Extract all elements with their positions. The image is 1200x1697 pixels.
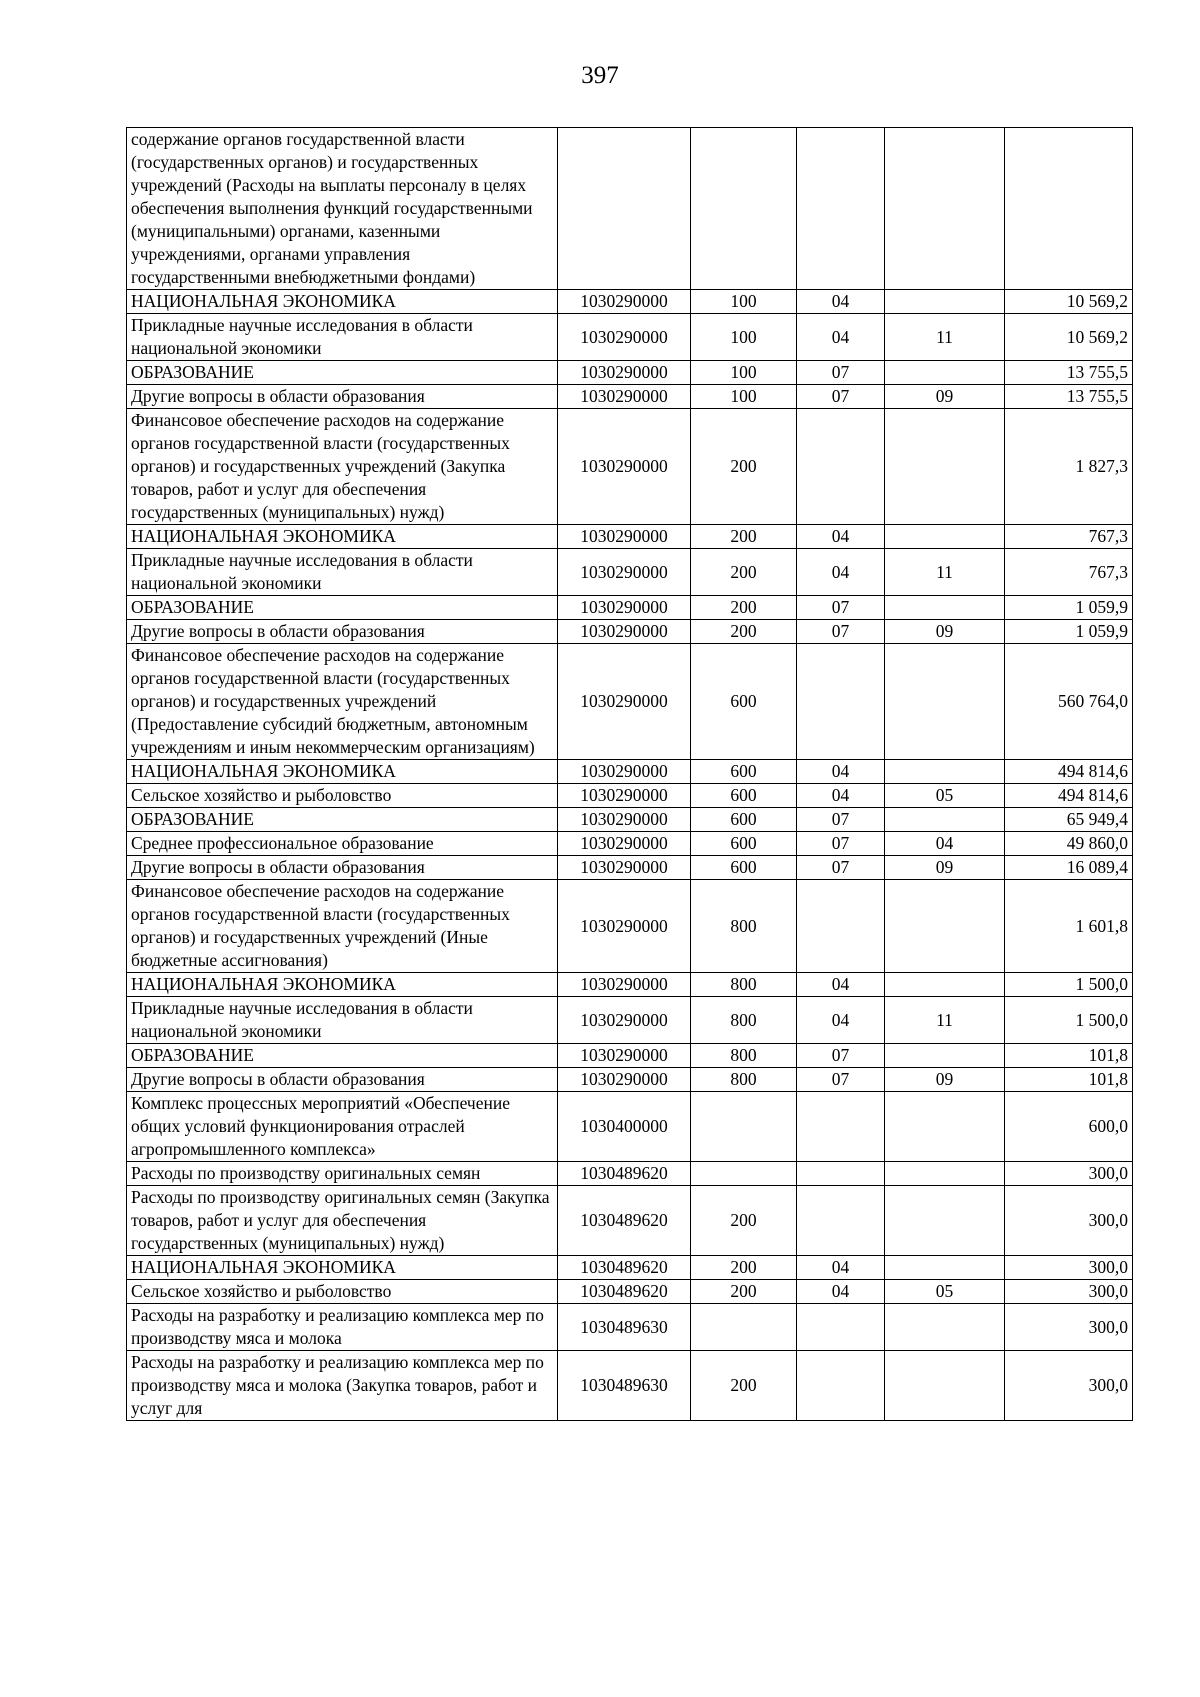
row-section-cell: 04 <box>797 525 885 549</box>
row-section-cell: 04 <box>797 784 885 808</box>
table-row <box>127 620 1133 644</box>
row-name-cell: ОБРАЗОВАНИЕ <box>127 596 558 620</box>
table-row <box>127 973 1133 997</box>
row-subsection-cell <box>885 1351 1005 1421</box>
row-name-cell: НАЦИОНАЛЬНАЯ ЭКОНОМИКА <box>127 973 558 997</box>
table-row <box>127 644 1133 760</box>
row-code-cell: 1030489630 <box>558 1351 691 1421</box>
row-name-cell: Сельское хозяйство и рыболовство <box>127 784 558 808</box>
row-expense-type-cell <box>691 128 797 290</box>
row-name-cell: НАЦИОНАЛЬНАЯ ЭКОНОМИКА <box>127 525 558 549</box>
row-subsection-cell <box>885 760 1005 784</box>
row-code-cell: 1030290000 <box>558 644 691 760</box>
row-subsection-cell <box>885 1256 1005 1280</box>
table-row <box>127 1044 1133 1068</box>
row-expense-type-cell: 600 <box>691 644 797 760</box>
row-section-cell <box>797 1186 885 1256</box>
row-section-cell <box>797 880 885 973</box>
table-row <box>127 880 1133 973</box>
row-expense-type-cell: 100 <box>691 314 797 361</box>
row-expense-type-cell: 800 <box>691 1044 797 1068</box>
row-section-cell: 04 <box>797 760 885 784</box>
row-amount-cell: 767,3 <box>1005 525 1133 549</box>
row-amount-cell: 10 569,2 <box>1005 314 1133 361</box>
row-section-cell <box>797 1162 885 1186</box>
row-section-cell: 07 <box>797 832 885 856</box>
budget-table-body <box>127 128 1133 1421</box>
row-subsection-cell <box>885 1162 1005 1186</box>
row-code-cell: 1030290000 <box>558 784 691 808</box>
row-expense-type-cell: 100 <box>691 361 797 385</box>
page-number: 397 <box>581 62 619 89</box>
table-row <box>127 596 1133 620</box>
row-code-cell: 1030290000 <box>558 385 691 409</box>
row-subsection-cell: 11 <box>885 314 1005 361</box>
table-row <box>127 1304 1133 1351</box>
row-section-cell: 04 <box>797 1256 885 1280</box>
table-row <box>127 808 1133 832</box>
row-section-cell: 04 <box>797 1280 885 1304</box>
row-section-cell: 07 <box>797 620 885 644</box>
row-subsection-cell <box>885 1304 1005 1351</box>
row-subsection-cell <box>885 596 1005 620</box>
row-expense-type-cell <box>691 1092 797 1162</box>
row-expense-type-cell: 200 <box>691 596 797 620</box>
table-row <box>127 1186 1133 1256</box>
row-name-cell: ОБРАЗОВАНИЕ <box>127 361 558 385</box>
row-subsection-cell <box>885 361 1005 385</box>
row-name-cell: Расходы на разработку и реализацию комплекса мер по производству мяса и молока (Закупка товаров, работ и услуг для <box>127 1351 558 1421</box>
row-amount-cell: 1 500,0 <box>1005 997 1133 1044</box>
row-amount-cell: 1 059,9 <box>1005 596 1133 620</box>
row-code-cell: 1030290000 <box>558 760 691 784</box>
table-row <box>127 290 1133 314</box>
row-code-cell: 1030290000 <box>558 832 691 856</box>
row-subsection-cell <box>885 290 1005 314</box>
row-amount-cell: 494 814,6 <box>1005 760 1133 784</box>
row-subsection-cell: 09 <box>885 856 1005 880</box>
row-subsection-cell: 11 <box>885 549 1005 596</box>
row-section-cell: 04 <box>797 997 885 1044</box>
row-code-cell: 1030489620 <box>558 1280 691 1304</box>
row-section-cell: 07 <box>797 361 885 385</box>
row-subsection-cell: 09 <box>885 385 1005 409</box>
row-name-cell: Среднее профессиональное образование <box>127 832 558 856</box>
row-name-cell: Расходы по производству оригинальных семян (Закупка товаров, работ и услуг для обеспечения государственных (муниципальных) нужд) <box>127 1186 558 1256</box>
row-code-cell: 1030290000 <box>558 997 691 1044</box>
row-amount-cell: 767,3 <box>1005 549 1133 596</box>
row-code-cell: 1030489620 <box>558 1186 691 1256</box>
row-subsection-cell <box>885 1186 1005 1256</box>
row-code-cell: 1030290000 <box>558 596 691 620</box>
row-name-cell: Другие вопросы в области образования <box>127 620 558 644</box>
table-row <box>127 385 1133 409</box>
row-subsection-cell <box>885 1092 1005 1162</box>
row-section-cell: 07 <box>797 596 885 620</box>
row-expense-type-cell: 200 <box>691 549 797 596</box>
row-expense-type-cell: 200 <box>691 1256 797 1280</box>
row-name-cell: Прикладные научные исследования в области национальной экономики <box>127 314 558 361</box>
table-row <box>127 760 1133 784</box>
table-row <box>127 1068 1133 1092</box>
row-subsection-cell: 09 <box>885 1068 1005 1092</box>
row-subsection-cell: 05 <box>885 784 1005 808</box>
row-expense-type-cell: 100 <box>691 290 797 314</box>
row-amount-cell: 300,0 <box>1005 1280 1133 1304</box>
table-row <box>127 997 1133 1044</box>
table-row <box>127 409 1133 525</box>
row-subsection-cell <box>885 1044 1005 1068</box>
row-code-cell: 1030489620 <box>558 1256 691 1280</box>
row-code-cell: 1030290000 <box>558 808 691 832</box>
table-row <box>127 549 1133 596</box>
row-subsection-cell <box>885 644 1005 760</box>
row-name-cell: Комплекс процессных мероприятий «Обеспечение общих условий функционирования отраслей агропромышленного комплекса» <box>127 1092 558 1162</box>
row-name-cell: Расходы на разработку и реализацию комплекса мер по производству мяса и молока <box>127 1304 558 1351</box>
row-name-cell: НАЦИОНАЛЬНАЯ ЭКОНОМИКА <box>127 1256 558 1280</box>
row-section-cell: 04 <box>797 549 885 596</box>
row-code-cell: 1030290000 <box>558 973 691 997</box>
row-section-cell <box>797 1092 885 1162</box>
row-name-cell: НАЦИОНАЛЬНАЯ ЭКОНОМИКА <box>127 760 558 784</box>
row-expense-type-cell: 200 <box>691 1280 797 1304</box>
table-row <box>127 784 1133 808</box>
row-name-cell: Финансовое обеспечение расходов на содержание органов государственной власти (государственных органов) и государственных учреждений (Закупка товаров, работ и услуг для обеспечения государственных (муниципальных) нужд) <box>127 409 558 525</box>
row-name-cell: ОБРАЗОВАНИЕ <box>127 808 558 832</box>
row-subsection-cell: 09 <box>885 620 1005 644</box>
table-row <box>127 314 1133 361</box>
row-code-cell: 1030400000 <box>558 1092 691 1162</box>
row-expense-type-cell: 200 <box>691 620 797 644</box>
row-expense-type-cell <box>691 1162 797 1186</box>
row-amount-cell <box>1005 128 1133 290</box>
row-amount-cell: 13 755,5 <box>1005 361 1133 385</box>
row-section-cell <box>797 1304 885 1351</box>
row-name-cell: Сельское хозяйство и рыболовство <box>127 1280 558 1304</box>
row-expense-type-cell: 800 <box>691 880 797 973</box>
row-expense-type-cell: 600 <box>691 784 797 808</box>
row-section-cell <box>797 128 885 290</box>
row-code-cell: 1030290000 <box>558 880 691 973</box>
row-name-cell: Другие вопросы в области образования <box>127 1068 558 1092</box>
row-name-cell: ОБРАЗОВАНИЕ <box>127 1044 558 1068</box>
row-expense-type-cell: 600 <box>691 808 797 832</box>
row-amount-cell: 494 814,6 <box>1005 784 1133 808</box>
table-row <box>127 1256 1133 1280</box>
row-code-cell: 1030290000 <box>558 1044 691 1068</box>
row-subsection-cell <box>885 128 1005 290</box>
table-row <box>127 1280 1133 1304</box>
row-amount-cell: 600,0 <box>1005 1092 1133 1162</box>
row-expense-type-cell: 600 <box>691 856 797 880</box>
row-section-cell: 04 <box>797 290 885 314</box>
row-section-cell: 07 <box>797 1068 885 1092</box>
row-code-cell: 1030489620 <box>558 1162 691 1186</box>
row-expense-type-cell: 200 <box>691 1186 797 1256</box>
row-code-cell: 1030290000 <box>558 856 691 880</box>
row-subsection-cell: 11 <box>885 997 1005 1044</box>
row-expense-type-cell: 200 <box>691 525 797 549</box>
row-subsection-cell: 04 <box>885 832 1005 856</box>
row-amount-cell: 1 059,9 <box>1005 620 1133 644</box>
table-row <box>127 525 1133 549</box>
row-name-cell: Другие вопросы в области образования <box>127 385 558 409</box>
row-name-cell: Финансовое обеспечение расходов на содержание органов государственной власти (государственных органов) и государственных учреждений (Иные бюджетные ассигнования) <box>127 880 558 973</box>
row-code-cell <box>558 128 691 290</box>
row-amount-cell: 65 949,4 <box>1005 808 1133 832</box>
row-expense-type-cell: 800 <box>691 1068 797 1092</box>
row-amount-cell: 13 755,5 <box>1005 385 1133 409</box>
table-row <box>127 1351 1133 1421</box>
row-section-cell <box>797 409 885 525</box>
row-section-cell: 07 <box>797 808 885 832</box>
table-row <box>127 128 1133 290</box>
row-amount-cell: 16 089,4 <box>1005 856 1133 880</box>
row-amount-cell: 101,8 <box>1005 1068 1133 1092</box>
row-name-cell: НАЦИОНАЛЬНАЯ ЭКОНОМИКА <box>127 290 558 314</box>
row-code-cell: 1030290000 <box>558 361 691 385</box>
row-code-cell: 1030290000 <box>558 409 691 525</box>
row-section-cell <box>797 644 885 760</box>
row-subsection-cell <box>885 808 1005 832</box>
row-subsection-cell <box>885 880 1005 973</box>
row-expense-type-cell <box>691 1304 797 1351</box>
row-name-cell: Прикладные научные исследования в области национальной экономики <box>127 549 558 596</box>
table-row <box>127 1162 1133 1186</box>
row-amount-cell: 10 569,2 <box>1005 290 1133 314</box>
table-row <box>127 832 1133 856</box>
row-amount-cell: 300,0 <box>1005 1186 1133 1256</box>
row-subsection-cell <box>885 525 1005 549</box>
row-amount-cell: 560 764,0 <box>1005 644 1133 760</box>
table-row <box>127 361 1133 385</box>
row-expense-type-cell: 200 <box>691 409 797 525</box>
row-name-cell: Прикладные научные исследования в области национальной экономики <box>127 997 558 1044</box>
row-expense-type-cell: 100 <box>691 385 797 409</box>
row-code-cell: 1030290000 <box>558 620 691 644</box>
row-code-cell: 1030290000 <box>558 314 691 361</box>
row-code-cell: 1030290000 <box>558 549 691 596</box>
row-amount-cell: 49 860,0 <box>1005 832 1133 856</box>
row-subsection-cell <box>885 409 1005 525</box>
row-section-cell: 07 <box>797 856 885 880</box>
row-name-cell: содержание органов государственной власти (государственных органов) и государственных учреждений (Расходы на выплаты персоналу в целях обеспечения выполнения функций государственными (муниципальными) органами, казенными учреждениями, органами управления государственными внебюджетными фондами) <box>127 128 558 290</box>
row-amount-cell: 300,0 <box>1005 1304 1133 1351</box>
row-code-cell: 1030290000 <box>558 1068 691 1092</box>
row-code-cell: 1030290000 <box>558 290 691 314</box>
row-code-cell: 1030290000 <box>558 525 691 549</box>
row-name-cell: Другие вопросы в области образования <box>127 856 558 880</box>
row-subsection-cell <box>885 973 1005 997</box>
row-section-cell <box>797 1351 885 1421</box>
row-expense-type-cell: 800 <box>691 973 797 997</box>
table-row <box>127 856 1133 880</box>
row-name-cell: Расходы по производству оригинальных семян <box>127 1162 558 1186</box>
row-amount-cell: 1 827,3 <box>1005 409 1133 525</box>
row-amount-cell: 1 500,0 <box>1005 973 1133 997</box>
row-amount-cell: 101,8 <box>1005 1044 1133 1068</box>
row-section-cell: 07 <box>797 1044 885 1068</box>
row-section-cell: 04 <box>797 314 885 361</box>
row-section-cell: 07 <box>797 385 885 409</box>
row-expense-type-cell: 600 <box>691 760 797 784</box>
row-expense-type-cell: 200 <box>691 1351 797 1421</box>
row-amount-cell: 1 601,8 <box>1005 880 1133 973</box>
row-subsection-cell: 05 <box>885 1280 1005 1304</box>
row-amount-cell: 300,0 <box>1005 1256 1133 1280</box>
row-code-cell: 1030489630 <box>558 1304 691 1351</box>
table-row <box>127 1092 1133 1162</box>
row-expense-type-cell: 600 <box>691 832 797 856</box>
row-amount-cell: 300,0 <box>1005 1351 1133 1421</box>
row-amount-cell: 300,0 <box>1005 1162 1133 1186</box>
row-expense-type-cell: 800 <box>691 997 797 1044</box>
row-section-cell: 04 <box>797 973 885 997</box>
row-name-cell: Финансовое обеспечение расходов на содержание органов государственной власти (государственных органов) и государственных учреждений (Предоставление субсидий бюджетным, автономным учреждениям и иным некоммерческим организациям) <box>127 644 558 760</box>
budget-table <box>126 127 1133 1421</box>
